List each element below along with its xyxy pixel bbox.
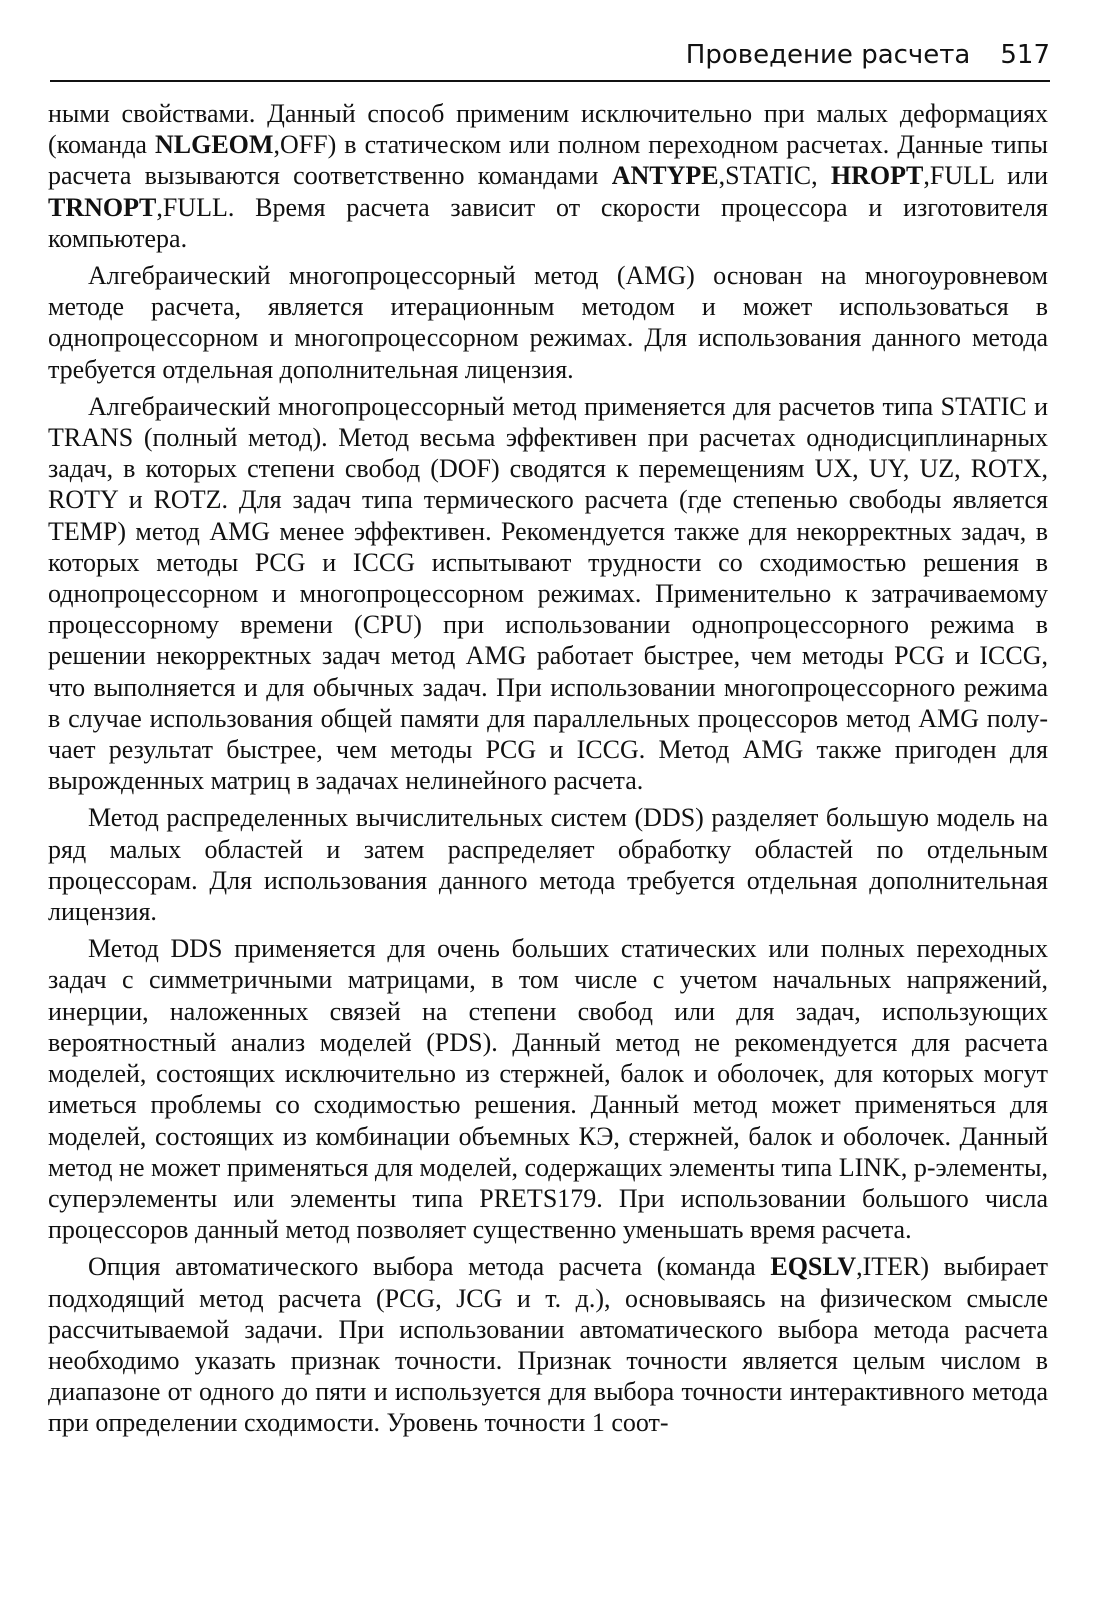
text-run: ,OFF) в статическом или полном переходном расчетах. Данные типы расчета вызываются соответственно командами <box>48 130 1048 191</box>
text-run: ,STATIC, <box>718 161 831 191</box>
text-run: ,FULL или <box>923 161 1048 191</box>
command-name: HROPT <box>830 161 924 191</box>
command-name: TRNOPT <box>48 192 157 222</box>
text-run: Алгебраический многопроцессорный метод (AMG) основан на многоуровневом методе расчета, является итерационным методом и может использоваться в однопроцессорном и многопроцессорном режимах. Для использования данного метода требуется отдельная дополнительная лицензия. <box>48 261 1048 384</box>
paragraph <box>48 1251 1048 1438</box>
command-name: ANTYPE <box>611 161 719 191</box>
text-run: ными свойствами. Данный способ применим исключительно при малых деформациях (команда <box>48 99 1048 160</box>
command-name: NLGEOM <box>154 130 274 160</box>
text-run: ,FULL. Время расчета зависит от скорости процессора и изготовителя компьютера. <box>48 192 1048 253</box>
text-run: Алгебраический многопроцессорный метод применяется для расчетов типа STATIC и TRANS (полный метод). Метод весьма эффективен при расчетах однодисциплинарных задач, в которых степени свобод (DOF) сводятся к перемещениям UX, UY, UZ, ROTX, ROTY и ROTZ. Для задач типа термического расчета (где степенью свободы является TEMP) метод AMG менее эффективен. Рекомендуется также для некорректных задач, в которых методы PCG и ICCG испытывают трудности со сходимостью решения в однопроцессорном и многопроцессорном режимах. Применительно к затрачиваемому процессорному времени (CPU) при использовании однопроцессорного режима в решении некорректных задач метод AMG работает быстрее, чем методы PCG и ICCG, что выполняется и для обычных задач. При использовании многопроцессорного режима в случае использования общей памяти для параллельных процессоров метод AMG получает результат быстрее, чем методы PCG и ICCG. Метод AMG также пригоден для вырожденных матриц в задачах нелинейного расчета. <box>48 391 1048 796</box>
paragraph <box>48 391 1048 797</box>
page-number: 517 <box>1000 40 1050 70</box>
command-name: EQSLV <box>770 1252 857 1282</box>
text-run: Опция автоматического выбора метода расчета (команда <box>88 1252 771 1282</box>
text-run: Метод распределенных вычислительных систем (DDS) разделяет большую модель на ряд малых областей и затем распределяет обработку областей по отдельным процессорам. Для использования данного метода требуется отдельная дополнительная лицензия. <box>48 803 1048 927</box>
paragraph <box>48 933 1048 1245</box>
running-title: Проведение расчета <box>685 40 971 70</box>
paragraph <box>48 98 1048 254</box>
text-run: ,ITER) выбирает подходящий метод расчета (PCG, JCG и т. д.), основываясь на физическом смысле рассчитываемой задачи. При использовании автоматического выбора метода расчета необходимо указать признак точности. Признак точности является целым числом в диапазоне от одного до пяти и используется для выбора точности интерактивного метода при определении сходимости. Уровень точности 1 соот- <box>48 1252 1048 1438</box>
header-rule <box>50 80 1050 82</box>
text-run: Метод DDS применяется для очень больших статических или полных переходных задач с симметричными матрицами, в том числе с учетом начальных напряжений, инерции, наложенных связей на степени свобод или для задач, использующих вероятностный анализ моделей (PDS). Данный метод не рекомендуется для расчета моделей, состоящих исключительно из стержней, балок и оболочек, для которых могут иметься проблемы со сходимостью решения. Данный метод может применяться для моделей, состоящих из комбинации объемных КЭ, стержней, балок и оболочек. Данный метод не может применяться для моделей, содержащих элементы типа LINK, p-элементы, суперэлементы или элементы типа PRETS179. При использовании большого числа процессоров данный метод позволяет существенно уменьшать время расчета. <box>48 934 1048 1245</box>
paragraph <box>48 260 1048 385</box>
paragraph <box>48 802 1048 927</box>
running-header <box>50 40 1050 80</box>
body-text <box>48 98 1048 1439</box>
